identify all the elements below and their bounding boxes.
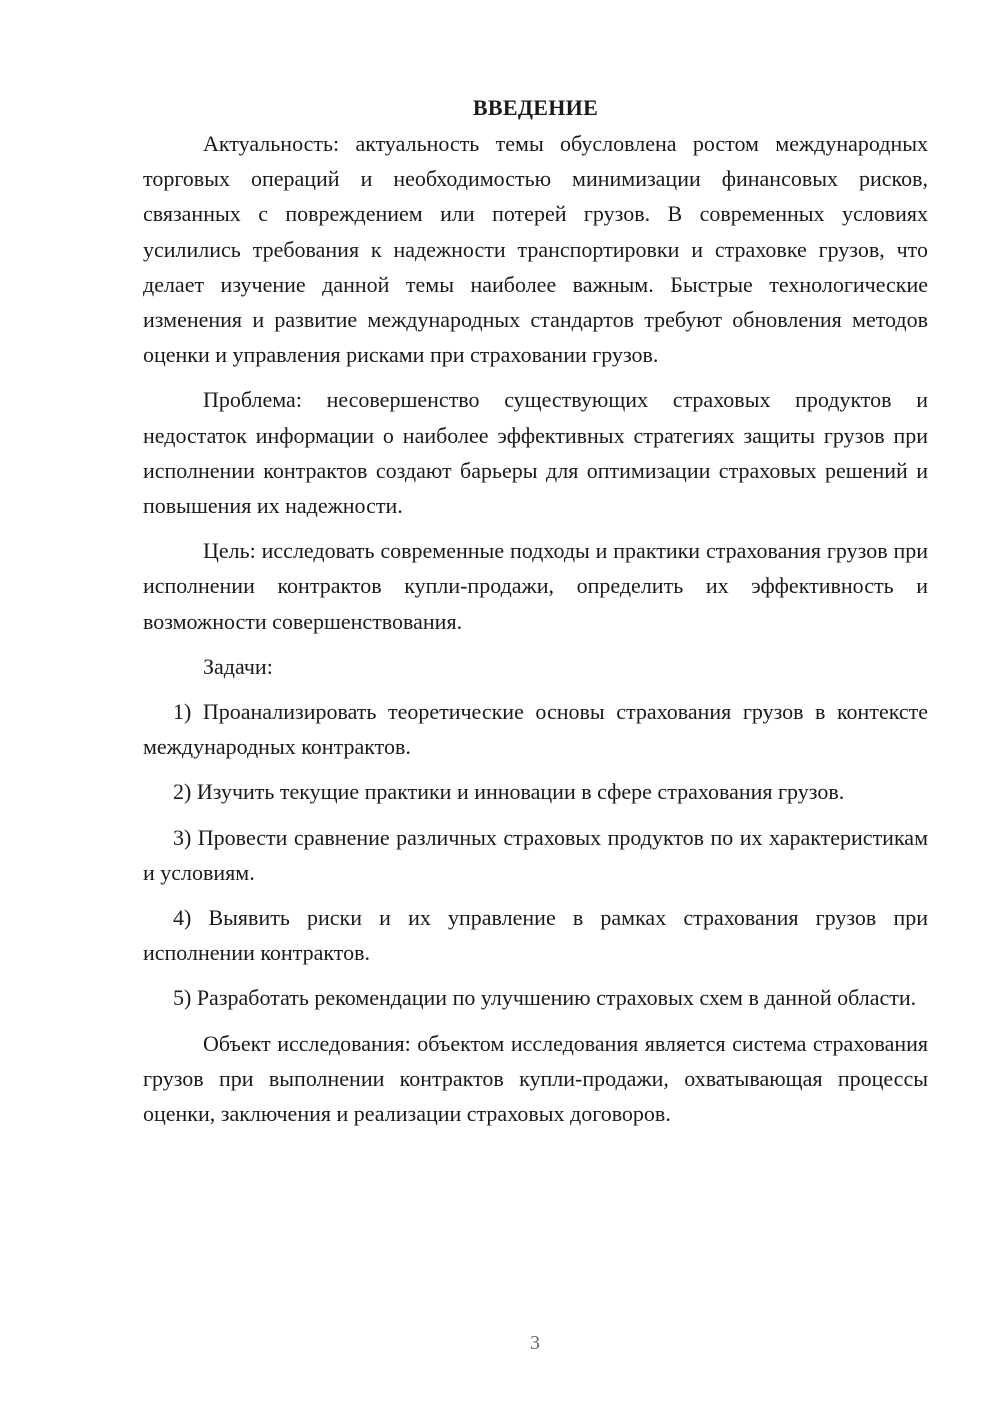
paragraph-research-object: Объект исследования: объектом исследования является система страхования грузов при выполнении контрактов купли-продажи, охватывающая процессы оценки, заключения и реализации страховых договоров. xyxy=(143,1030,928,1127)
task-item-2: 2) Изучить текущие практики и инновации в сфере страхования грузов. xyxy=(173,779,845,805)
document-page xyxy=(143,90,928,1141)
page-number: 3 xyxy=(530,1332,540,1354)
paragraph-problem: Проблема: несовершенство существующих страховых продуктов и недостаток информации о наиболее эффективных стратегиях защиты грузов при исполнении контрактов создают барьеры для оптимизации страховых решений и повышения их надежности. xyxy=(143,387,928,519)
paragraph-relevance: Актуальность: актуальность темы обусловлена ростом международных торговых операций и необходимостью минимизации финансовых рисков, связанных с повреждением или потерей грузов. В современных условиях усилились требования к надежности транспортировки и страховке грузов, что делает изучение данной темы наиболее важным. Быстрые технологические изменения и развитие международных стандартов требуют обновления методов оценки и управления рисками при страховании грузов. xyxy=(143,131,928,368)
paragraph-goal: Цель: исследовать современные подходы и практики страхования грузов при исполнении контрактов купли-продажи, определить их эффективность и возможности совершенствования. xyxy=(143,538,928,634)
task-item-4: 4) Выявить риски и их управление в рамках страхования грузов при исполнении контрактов. xyxy=(143,905,928,966)
section-title: ВВЕДЕНИЕ xyxy=(472,95,599,120)
task-item-3: 3) Провести сравнение различных страховых продуктов по их характеристикам и условиям. xyxy=(143,824,928,885)
paragraph-tasks-heading: Задачи: xyxy=(203,653,273,679)
task-item-1: 1) Проанализировать теоретические основы страхования грузов в контексте международных контрактов. xyxy=(143,699,928,760)
task-item-5: 5) Разработать рекомендации по улучшению страховых схем в данной области. xyxy=(173,985,917,1011)
